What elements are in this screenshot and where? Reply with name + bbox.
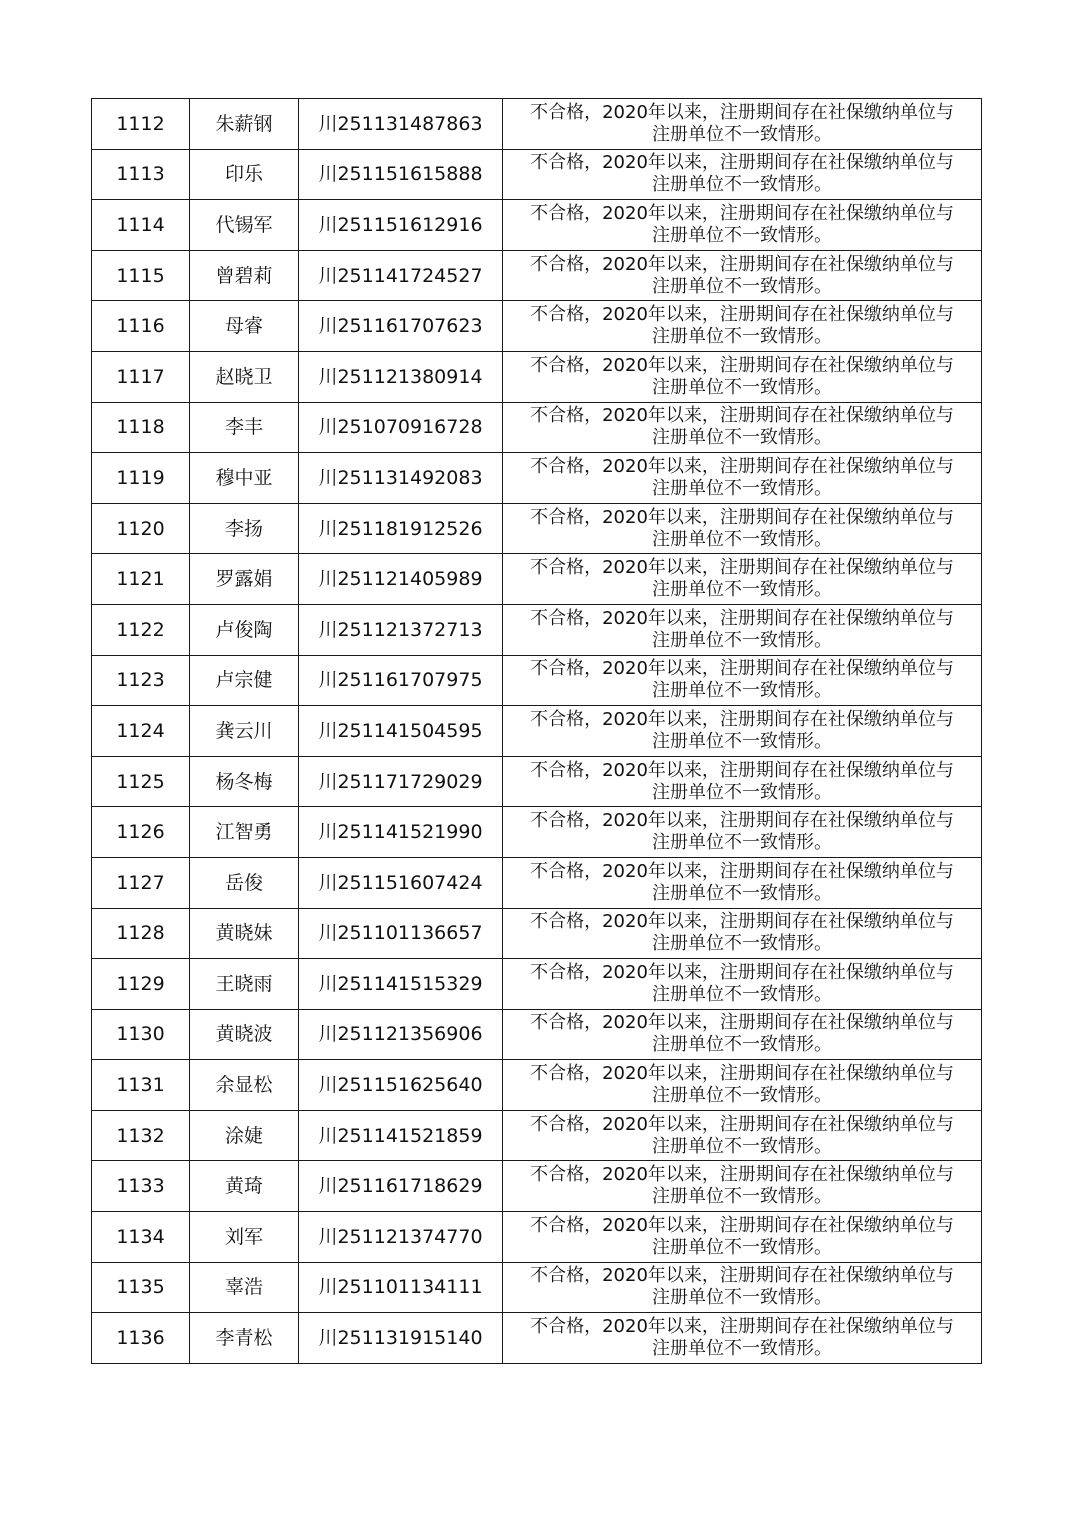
remark-line-1: 不合格，2020年以来，注册期间存在社保缴纳单位与 (530, 304, 954, 326)
name-cell: 黄晓波 (190, 1009, 299, 1060)
table-row (92, 149, 982, 200)
remark-cell (503, 959, 982, 1010)
remark-cell (503, 99, 982, 150)
row-number-cell: 1121 (92, 554, 190, 605)
remark-line-2: 注册单位不一致情形。 (652, 528, 832, 550)
row-number-cell: 1113 (92, 149, 190, 200)
remark-line-1: 不合格，2020年以来，注册期间存在社保缴纳单位与 (530, 1265, 954, 1287)
row-number-cell: 1122 (92, 604, 190, 655)
remark-line-2: 注册单位不一致情形。 (652, 1034, 832, 1056)
certificate-number-cell: 川251131487863 (299, 99, 503, 150)
row-number-cell: 1128 (92, 908, 190, 959)
table-row (92, 250, 982, 301)
table-row (92, 1313, 982, 1364)
remark-cell (503, 1313, 982, 1364)
remark-cell (503, 453, 982, 504)
certificate-number-cell: 川251121372713 (299, 604, 503, 655)
remark-line-2: 注册单位不一致情形。 (652, 579, 832, 601)
certificate-number-cell: 川251171729029 (299, 756, 503, 807)
table-row (92, 503, 982, 554)
table-row (92, 706, 982, 757)
table-row (92, 857, 982, 908)
remark-cell (503, 301, 982, 352)
row-number-cell: 1131 (92, 1060, 190, 1111)
table-row (92, 453, 982, 504)
remark-line-2: 注册单位不一致情形。 (652, 326, 832, 348)
row-number-cell: 1134 (92, 1212, 190, 1263)
remark-cell (503, 1212, 982, 1263)
certificate-number-cell: 川251141504595 (299, 706, 503, 757)
remark-cell (503, 402, 982, 453)
name-cell: 母睿 (190, 301, 299, 352)
remark-cell (503, 604, 982, 655)
name-cell: 李扬 (190, 503, 299, 554)
remark-line-2: 注册单位不一致情形。 (652, 376, 832, 398)
remark-line-1: 不合格，2020年以来，注册期间存在社保缴纳单位与 (530, 202, 954, 224)
remark-line-2: 注册单位不一致情形。 (652, 1085, 832, 1107)
remark-cell (503, 706, 982, 757)
table-row (92, 655, 982, 706)
row-number-cell: 1125 (92, 756, 190, 807)
remark-line-2: 注册单位不一致情形。 (652, 832, 832, 854)
row-number-cell: 1135 (92, 1262, 190, 1313)
remark-cell (503, 351, 982, 402)
remark-line-1: 不合格，2020年以来，注册期间存在社保缴纳单位与 (530, 607, 954, 629)
certificate-number-cell: 川251141521859 (299, 1110, 503, 1161)
remark-line-1: 不合格，2020年以来，注册期间存在社保缴纳单位与 (530, 759, 954, 781)
name-cell: 印乐 (190, 149, 299, 200)
name-cell: 龚云川 (190, 706, 299, 757)
remark-line-2: 注册单位不一致情形。 (652, 1287, 832, 1309)
certificate-number-cell: 川251131915140 (299, 1313, 503, 1364)
certificate-number-cell: 川251101136657 (299, 908, 503, 959)
remark-line-2: 注册单位不一致情形。 (652, 680, 832, 702)
row-number-cell: 1133 (92, 1161, 190, 1212)
remark-cell (503, 149, 982, 200)
certificate-number-cell: 川251070916728 (299, 402, 503, 453)
remark-line-2: 注册单位不一致情形。 (652, 477, 832, 499)
row-number-cell: 1117 (92, 351, 190, 402)
row-number-cell: 1120 (92, 503, 190, 554)
certificate-number-cell: 川251141724527 (299, 250, 503, 301)
name-cell: 涂婕 (190, 1110, 299, 1161)
row-number-cell: 1126 (92, 807, 190, 858)
remark-line-1: 不合格，2020年以来，注册期间存在社保缴纳单位与 (530, 354, 954, 376)
remark-line-1: 不合格，2020年以来，注册期间存在社保缴纳单位与 (530, 658, 954, 680)
remark-line-2: 注册单位不一致情形。 (652, 730, 832, 752)
table-row (92, 1009, 982, 1060)
certificate-number-cell: 川251181912526 (299, 503, 503, 554)
certificate-number-cell: 川251121405989 (299, 554, 503, 605)
certificate-number-cell: 川251161707623 (299, 301, 503, 352)
remark-line-1: 不合格，2020年以来，注册期间存在社保缴纳单位与 (530, 405, 954, 427)
remark-line-1: 不合格，2020年以来，注册期间存在社保缴纳单位与 (530, 860, 954, 882)
remark-line-1: 不合格，2020年以来，注册期间存在社保缴纳单位与 (530, 1164, 954, 1186)
remark-line-1: 不合格，2020年以来，注册期间存在社保缴纳单位与 (530, 101, 954, 123)
remark-line-1: 不合格，2020年以来，注册期间存在社保缴纳单位与 (530, 506, 954, 528)
table-row (92, 756, 982, 807)
remark-cell (503, 1161, 982, 1212)
row-number-cell: 1112 (92, 99, 190, 150)
name-cell: 罗露娟 (190, 554, 299, 605)
remark-line-2: 注册单位不一致情形。 (652, 1236, 832, 1258)
table-row (92, 301, 982, 352)
table-row (92, 959, 982, 1010)
remark-line-2: 注册单位不一致情形。 (652, 629, 832, 651)
remark-line-1: 不合格，2020年以来，注册期间存在社保缴纳单位与 (530, 152, 954, 174)
name-cell: 辜浩 (190, 1262, 299, 1313)
remark-line-1: 不合格，2020年以来，注册期间存在社保缴纳单位与 (530, 911, 954, 933)
name-cell: 卢俊陶 (190, 604, 299, 655)
remark-line-2: 注册单位不一致情形。 (652, 427, 832, 449)
certificate-number-cell: 川251141515329 (299, 959, 503, 1010)
certificate-number-cell: 川251121374770 (299, 1212, 503, 1263)
name-cell: 李青松 (190, 1313, 299, 1364)
name-cell: 曾碧莉 (190, 250, 299, 301)
row-number-cell: 1116 (92, 301, 190, 352)
row-number-cell: 1127 (92, 857, 190, 908)
remark-line-2: 注册单位不一致情形。 (652, 174, 832, 196)
name-cell: 黄琦 (190, 1161, 299, 1212)
remark-cell (503, 807, 982, 858)
row-number-cell: 1130 (92, 1009, 190, 1060)
name-cell: 朱薪钢 (190, 99, 299, 150)
certificate-number-cell: 川251151612916 (299, 200, 503, 251)
remark-cell (503, 1060, 982, 1111)
certificate-number-cell: 川251121356906 (299, 1009, 503, 1060)
remark-line-1: 不合格，2020年以来，注册期间存在社保缴纳单位与 (530, 810, 954, 832)
table-row (92, 402, 982, 453)
name-cell: 代锡军 (190, 200, 299, 251)
name-cell: 赵晓卫 (190, 351, 299, 402)
name-cell: 穆中亚 (190, 453, 299, 504)
name-cell: 王晓雨 (190, 959, 299, 1010)
certificate-number-cell: 川251131492083 (299, 453, 503, 504)
name-cell: 杨冬梅 (190, 756, 299, 807)
row-number-cell: 1124 (92, 706, 190, 757)
remark-line-1: 不合格，2020年以来，注册期间存在社保缴纳单位与 (530, 253, 954, 275)
row-number-cell: 1136 (92, 1313, 190, 1364)
name-cell: 岳俊 (190, 857, 299, 908)
remark-cell (503, 756, 982, 807)
remark-line-1: 不合格，2020年以来，注册期间存在社保缴纳单位与 (530, 708, 954, 730)
table-row (92, 1212, 982, 1263)
remark-line-1: 不合格，2020年以来，注册期间存在社保缴纳单位与 (530, 1012, 954, 1034)
certificate-number-cell: 川251151615888 (299, 149, 503, 200)
name-cell: 江智勇 (190, 807, 299, 858)
remark-cell (503, 200, 982, 251)
table-row (92, 807, 982, 858)
remark-line-2: 注册单位不一致情形。 (652, 882, 832, 904)
remark-line-1: 不合格，2020年以来，注册期间存在社保缴纳单位与 (530, 1063, 954, 1085)
remark-line-2: 注册单位不一致情形。 (652, 1186, 832, 1208)
remark-line-2: 注册单位不一致情形。 (652, 224, 832, 246)
remark-cell (503, 1110, 982, 1161)
table-row (92, 554, 982, 605)
remark-cell (503, 503, 982, 554)
table-row (92, 1262, 982, 1313)
remark-line-2: 注册单位不一致情形。 (652, 1338, 832, 1360)
certificate-number-cell: 川251151607424 (299, 857, 503, 908)
table-row (92, 908, 982, 959)
name-cell: 余显松 (190, 1060, 299, 1111)
remark-cell (503, 1009, 982, 1060)
table-row (92, 99, 982, 150)
table-row (92, 200, 982, 251)
remark-line-2: 注册单位不一致情形。 (652, 933, 832, 955)
results-table (91, 98, 982, 1364)
row-number-cell: 1123 (92, 655, 190, 706)
name-cell: 刘军 (190, 1212, 299, 1263)
certificate-number-cell: 川251161718629 (299, 1161, 503, 1212)
table-row (92, 1110, 982, 1161)
row-number-cell: 1132 (92, 1110, 190, 1161)
table-row (92, 1161, 982, 1212)
remark-cell (503, 655, 982, 706)
remark-cell (503, 908, 982, 959)
row-number-cell: 1114 (92, 200, 190, 251)
row-number-cell: 1119 (92, 453, 190, 504)
remark-line-2: 注册单位不一致情形。 (652, 983, 832, 1005)
remark-line-2: 注册单位不一致情形。 (652, 781, 832, 803)
row-number-cell: 1118 (92, 402, 190, 453)
remark-cell (503, 1262, 982, 1313)
name-cell: 黄晓妹 (190, 908, 299, 959)
remark-cell (503, 250, 982, 301)
remark-line-1: 不合格，2020年以来，注册期间存在社保缴纳单位与 (530, 1316, 954, 1338)
remark-line-1: 不合格，2020年以来，注册期间存在社保缴纳单位与 (530, 557, 954, 579)
results-table-body (92, 99, 982, 1364)
name-cell: 卢宗健 (190, 655, 299, 706)
table-row (92, 604, 982, 655)
certificate-number-cell: 川251151625640 (299, 1060, 503, 1111)
certificate-number-cell: 川251161707975 (299, 655, 503, 706)
row-number-cell: 1115 (92, 250, 190, 301)
table-row (92, 351, 982, 402)
remark-cell (503, 857, 982, 908)
certificate-number-cell: 川251141521990 (299, 807, 503, 858)
certificate-number-cell: 川251121380914 (299, 351, 503, 402)
remark-cell (503, 554, 982, 605)
remark-line-2: 注册单位不一致情形。 (652, 1135, 832, 1157)
remark-line-2: 注册单位不一致情形。 (652, 275, 832, 297)
table-row (92, 1060, 982, 1111)
remark-line-2: 注册单位不一致情形。 (652, 123, 832, 145)
remark-line-1: 不合格，2020年以来，注册期间存在社保缴纳单位与 (530, 455, 954, 477)
row-number-cell: 1129 (92, 959, 190, 1010)
remark-line-1: 不合格，2020年以来，注册期间存在社保缴纳单位与 (530, 1214, 954, 1236)
remark-line-1: 不合格，2020年以来，注册期间存在社保缴纳单位与 (530, 1113, 954, 1135)
name-cell: 李丰 (190, 402, 299, 453)
certificate-number-cell: 川251101134111 (299, 1262, 503, 1313)
remark-line-1: 不合格，2020年以来，注册期间存在社保缴纳单位与 (530, 961, 954, 983)
